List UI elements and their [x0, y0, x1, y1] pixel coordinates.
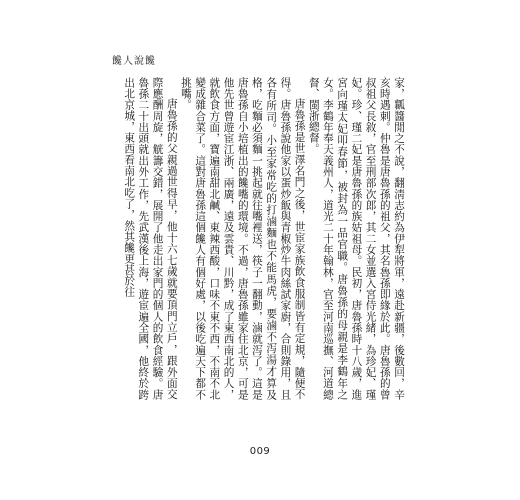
paragraph-2: 唐魯孫是世澤名門之後，世宦家族飲食服制皆有定規，隨便不得。唐魯孫說他家以蛋炒飯與青椒炒牛肉絲試家廚，合則錄用，且各有所司。小至家常吃的打滷麵也不能馬虎，要滷不泻湯才算及格，吃麵必須麵一挑起就往嘴裡送，筷子一翻動，滷就泻了。這是唐魯孫自小培植出的饞嘴的環境。不過，唐魯孫雖家住北京，可是他先世曾遊宦江浙、兩廣，遠及雲貴、川黔，成了東西南北的人，就飲食方面，寶遍南甜北鹹、東辣西酸，口味不東不西，不南不北變成雜合菜了。這對唐魯孫這個饞人有個好處，以後吃遍天下都不挑嘴。: [179, 77, 306, 400]
paragraph-1: 家，瓤醬閒之不說，翻淸志約為伊犁將軍，遠赴新疆，後數回，辛亥時遇刺。仲魯是唐魯孫的祖父，其名魯孫即緣於此。唐魯孫的曾叔祖父長敘，官至刑部次郎，其二女並選入宮侍光緒，為珍妃、瑾妃。珍、瑾二妃是唐魯孫的族姑祖母。民初，唐魯孫時十八歲，進宮向瑾太妃叩春節，被封為一品官職。唐魯孫的母親是李鶴年之女。李鶴年奉天義州人，道光二十年翰林，官至河南巡撫、河道總督、閩浙總督。: [307, 77, 405, 400]
paragraph-3: 唐魯孫的父親過世得早，他十六七歲就要頂門立戶，跟外面交際應酬周旋，觥籌交錯，展開了他走出家門的個人的飲食經驗。唐魯孫二十出頭就出外工作，先武漢後上海，遊宦遍全國，他終於跨出北京城，東西看南北吃了，然其饞更甚於往: [123, 77, 178, 400]
body-text: [123, 77, 406, 400]
running-head: 饞人說饞: [112, 56, 156, 67]
page-number: 009: [249, 446, 271, 457]
